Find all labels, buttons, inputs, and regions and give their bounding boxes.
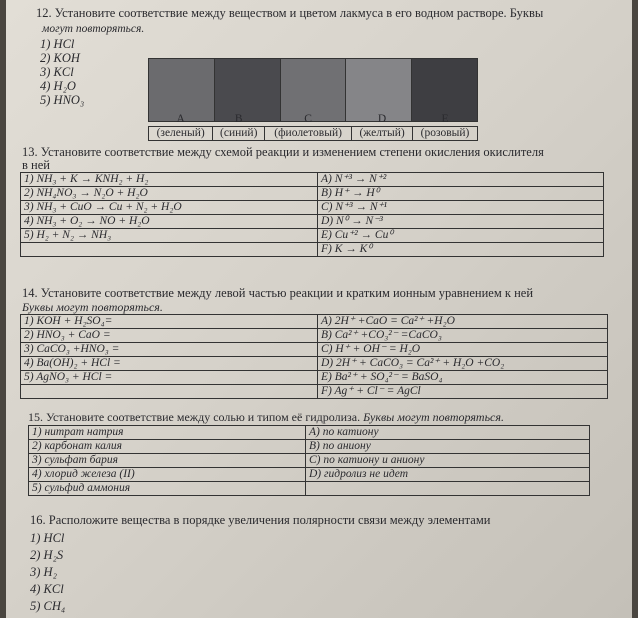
table-cell: 2) NH₄NO₃ → N₂O + H₂O [21, 187, 318, 201]
q14-note: Буквы могут повторяться. [22, 300, 163, 314]
table-cell: A) 2H⁺ +CaO = Ca²⁺ +H₂O [318, 315, 608, 329]
list-item: 5) HNO₃ [40, 93, 85, 107]
table-cell: 1) нитрат натрия [29, 426, 306, 440]
table-cell: 1) KOH + H₂SO₄= [21, 315, 318, 329]
table-cell: C) H⁺ + OH⁻ = H₂O [318, 343, 608, 357]
list-item: 5) CH₄ [30, 599, 66, 613]
table-cell: D) 2H⁺ + CaCO₃ = Ca²⁺ + H₂O +CO₂ [318, 357, 608, 371]
list-item: 4) H₂O [40, 79, 76, 93]
q12-note: могут повторяться. [42, 23, 145, 35]
table-cell: F) K → K⁰ [318, 243, 604, 257]
list-item: 3) KCl [40, 65, 74, 79]
table-cell: C) N⁺³ → N⁺¹ [318, 201, 604, 215]
list-item: 1) HCl [30, 531, 65, 545]
table-cell: B) по аниону [306, 440, 590, 454]
table-cell: 5) AgNO₃ + HCl = [21, 371, 318, 385]
list-item: 2) H₂S [30, 548, 64, 562]
q12-title: 12. Установите соответствие между веществом и цветом лакмуса в его водном растворе. Буквы [36, 6, 544, 20]
table-cell [21, 243, 318, 257]
table-cell: 5) H₂ + N₂ → NH₃ [21, 229, 318, 243]
q14-title: 14. Установите соответствие между левой частью реакции и кратким ионным уравнением к ней [22, 286, 534, 300]
table-cell: 4) NH₃ + O₂ → NO + H₂O [21, 215, 318, 229]
letter-label: D [377, 113, 387, 125]
color-label: (зеленый) [149, 127, 213, 141]
table-cell: 2) карбонат калия [29, 440, 306, 454]
list-item: 1) HCl [40, 37, 75, 51]
q12-list [40, 37, 84, 107]
table-cell: F) Ag⁺ + Cl⁻ = AgCl [318, 385, 608, 399]
q16-title: 16. Расположите вещества в порядке увеличения полярности связи между элементами [30, 513, 491, 527]
q13-title: 13. Установите соответствие между схемой реакции и изменением степени окисления окислителя [22, 145, 544, 159]
table-cell: D) гидролиз не идет [306, 468, 590, 482]
q15-title [28, 410, 628, 425]
q15-note: Буквы могут повторяться. [363, 410, 504, 424]
color-label: (фиолетовый) [265, 127, 352, 141]
letter-label: B [234, 113, 243, 125]
letter-label: C [304, 113, 312, 125]
table-cell: 5) сульфид аммония [29, 482, 306, 496]
worksheet-page [6, 0, 632, 618]
table-cell: E) Ba²⁺ + SO₄²⁻ = BaSO₄ [318, 371, 608, 385]
table-cell: A) по катиону [306, 426, 590, 440]
list-item: 3) H₂ [30, 565, 57, 579]
letter-label: E [441, 113, 449, 125]
table-cell [21, 385, 318, 399]
q15-title-text: 15. Установите соответствие между солью и типом её гидролиза. [28, 410, 361, 424]
table-cell: 3) CaCO₃ +HNO₃ = [21, 343, 318, 357]
table-cell: B) H⁺ → H⁰ [318, 187, 604, 201]
table-cell [306, 482, 590, 496]
table-cell: C) по катиону и аниону [306, 454, 590, 468]
table-cell: 4) хлорид железа (II) [29, 468, 306, 482]
q15-table [28, 425, 590, 496]
q13-table [20, 172, 604, 257]
letter-label: A [176, 113, 185, 125]
list-item: 2) KOH [40, 51, 80, 65]
color-label: (синий) [213, 127, 265, 141]
table-cell: D) N⁰ → N⁻³ [318, 215, 604, 229]
q12-color-labels [148, 113, 478, 141]
table-cell: 2) HNO₃ + CaO = [21, 329, 318, 343]
table-cell: B) Ca²⁺ +CO₃²⁻ =CaCO₃ [318, 329, 608, 343]
table-cell: A) N⁺³ → N⁺² [318, 173, 604, 187]
list-item: 4) KCl [30, 582, 64, 596]
table-cell: E) Cu⁺² → Cu⁰ [318, 229, 604, 243]
table-cell: 3) сульфат бария [29, 454, 306, 468]
q16-list [30, 530, 65, 615]
table-cell: 1) NH₃ + K → KNH₂ + H₂ [21, 173, 318, 187]
q13-title-cont: в ней [22, 158, 50, 172]
color-label: (розовый) [413, 127, 478, 141]
table-cell: 3) NH₃ + CuO → Cu + N₂ + H₂O [21, 201, 318, 215]
table-cell: 4) Ba(OH)₂ + HCl = [21, 357, 318, 371]
q14-table [20, 314, 608, 399]
color-label: (желтый) [352, 127, 413, 141]
